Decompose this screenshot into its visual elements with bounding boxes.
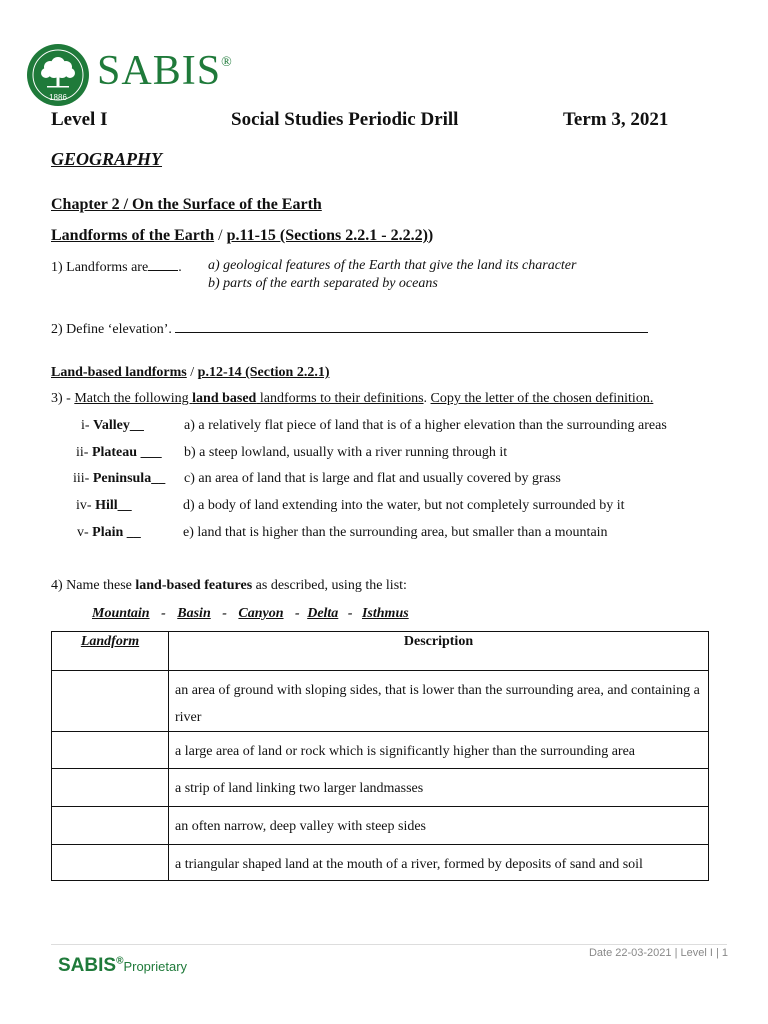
topic-separator: / [214,227,227,244]
match-item-name: Hill [95,498,118,513]
landform-answer-cell[interactable] [52,732,169,769]
match-item-definition: e) land that is higher than the surrounding area, but smaller than a mountain [183,525,608,540]
q3-instr-dot: . [423,391,431,406]
q4-stem-part2: as described, using the list: [252,578,407,593]
q4-stem-part1: 4) Name these [51,578,136,593]
subsection-heading [51,365,329,381]
description-cell: a triangular shaped land at the mouth of a river, formed by deposits of sand and soil [169,845,709,881]
match-item-number: iii- [73,471,93,486]
description-cell: an often narrow, deep valley with steep sides [169,807,709,845]
question-1 [51,258,182,276]
match-item-number: ii- [76,445,92,460]
q3-instr-part1: Match the following [74,391,193,406]
section-title: GEOGRAPHY [51,149,163,169]
match-item-number: iv- [76,498,96,513]
landform-answer-cell[interactable] [52,845,169,881]
description-cell: a large area of land or rock which is significantly higher than the surrounding area [169,732,709,769]
table-row [52,845,709,881]
match-item-term [76,498,132,514]
description-cell: a strip of land linking two larger landmasses [169,769,709,807]
q3-lead: 3) - [51,391,75,406]
match-item-term [77,525,141,541]
match-item-number: i- [81,418,94,433]
landform-table [51,631,709,881]
match-item-name: Valley [93,418,130,433]
word-list-separator: - [161,606,166,621]
word-list-separator: - [347,606,353,621]
chapter-title: Chapter 2 / On the Surface of the Earth [51,196,322,213]
match-item-definition: c) an area of land that is large and flat and usually covered by grass [184,471,561,486]
match-item-blank[interactable]: __ [123,525,141,540]
column-header-description: Description [169,632,709,671]
question-2 [51,320,648,338]
brand-wordmark [97,50,233,92]
q1-answer-blank[interactable] [148,258,178,271]
table-row [52,671,709,732]
sabis-seal-logo [27,44,89,106]
header-term: Term 3, 2021 [563,109,669,130]
topic-close: ) [427,227,434,244]
word-list [92,606,409,622]
q2-answer-line[interactable] [175,320,648,333]
table-row [52,732,709,769]
q1-option-a: a) geological features of the Earth that give the land its character [208,258,577,273]
match-item-name: Plain [92,525,124,540]
brand-name: SABIS [97,48,222,94]
q2-stem: 2) Define ‘elevation’. [51,322,172,337]
match-item-number: v- [77,525,93,540]
question-4 [51,578,407,594]
topic-pages: p.11-15 (Sections 2.2.1 - 2.2.2) [226,227,428,244]
q3-instr-part2: landforms to their definitions [256,391,424,406]
match-item-blank[interactable]: __ [129,418,144,433]
header-subject: Social Studies Periodic Drill [231,109,459,130]
match-item-definition: a) a relatively flat piece of land that is of a higher elevation than the surrounding areas [184,418,667,433]
q3-instr-part3: Copy the letter of the chosen definition. [430,391,654,406]
footer-brand-name: SABIS [58,955,117,976]
topic-heading [51,227,433,245]
subsection-title: Land-based landforms [51,365,187,380]
topic-title: Landforms of the Earth [51,227,215,244]
subsection-pages: p.12-14 (Section 2.2.1) [197,365,330,380]
match-item-blank[interactable]: ___ [137,445,162,460]
landform-answer-cell[interactable] [52,671,169,732]
footer-divider [51,944,727,945]
subsection-separator: / [186,365,198,380]
header-level: Level I [51,109,108,130]
match-item-definition: b) a steep lowland, usually with a river running through it [184,445,508,460]
q1-option-b: b) parts of the earth separated by oceans [208,276,438,291]
word-list-item: Canyon [238,606,284,621]
footer-meta: Date 22-03-2021 | Level I | 1 [588,947,728,959]
match-item-name: Plateau [91,445,138,460]
landform-answer-cell[interactable] [52,807,169,845]
word-list-item: Delta [307,606,339,621]
match-item-term [81,418,144,434]
footer-brand [58,955,187,977]
word-list-item: Basin [177,606,211,621]
match-item-blank[interactable]: __ [117,498,132,513]
match-item-name: Peninsula [92,471,152,486]
q4-stem-bold: land-based features [135,578,253,593]
q1-blank-after: . [178,260,182,275]
brand-registered-mark: ® [221,55,233,70]
table-row [52,769,709,807]
match-item-term [73,471,165,487]
description-cell: an area of ground with sloping sides, that is lower than the surrounding area, and containing a river [169,671,709,732]
q1-stem: 1) Landforms are [51,260,149,275]
match-item-definition: d) a body of land extending into the water, but not completely surrounded by it [183,498,625,513]
q3-instr-bold: land based [192,391,257,406]
table-header-row [52,632,709,671]
question-3-instruction [51,391,653,407]
word-list-item: Mountain [92,606,150,621]
column-header-landform: Landform [52,632,169,671]
word-list-separator: - [222,606,227,621]
match-item-blank[interactable]: __ [151,471,166,486]
footer-proprietary: Proprietary [123,959,188,974]
table-row [52,807,709,845]
match-item-term [76,445,162,461]
seal-year: 1886 [49,93,67,102]
word-list-item: Isthmus [361,606,409,621]
landform-answer-cell[interactable] [52,769,169,807]
word-list-separator: - [295,606,300,621]
footer-registered-mark: ® [116,955,124,967]
